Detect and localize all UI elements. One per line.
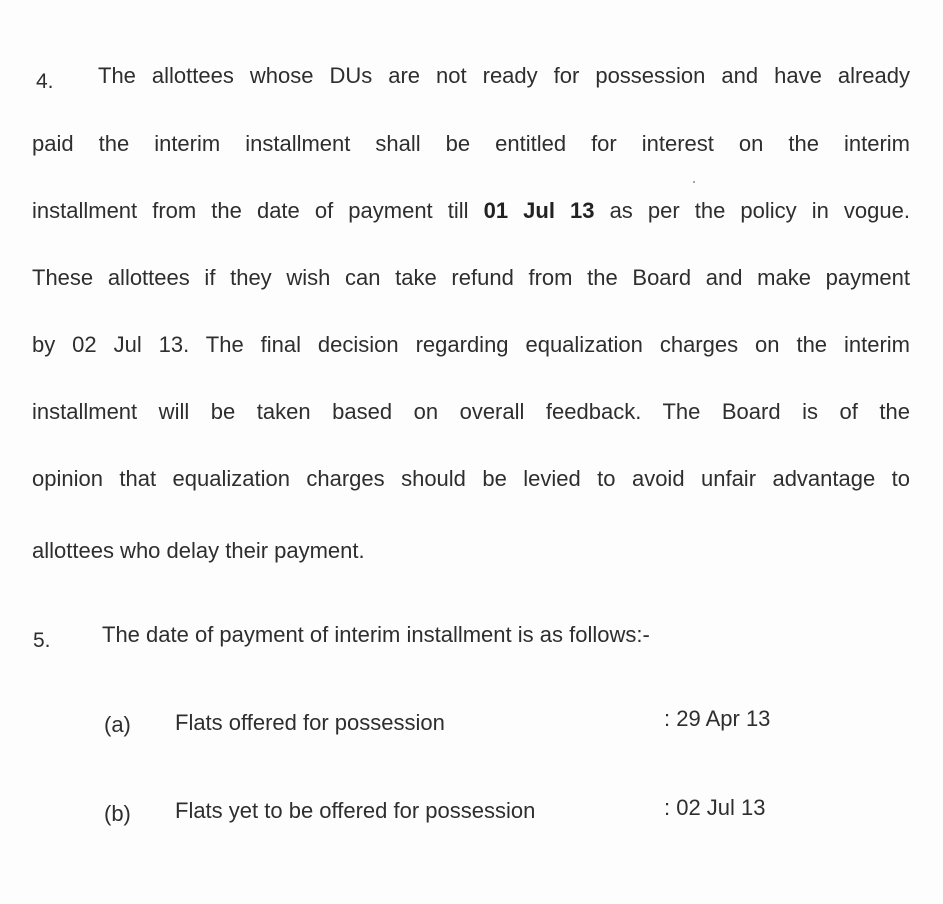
item-b-label: (b) [104,801,131,826]
item-a-date: : 29 Apr 13 [664,706,771,731]
para-4-line-7: opinion that equalization charges should be levied to avoid unfair advantage to [32,466,910,491]
item-a-text: Flats offered for possession [175,710,445,735]
para-4-line-5: by 02 Jul 13. The final decision regarding equalization charges on the interim [32,332,910,357]
para-4-line-2: paid the interim installment shall be entitled for interest on the interim [32,131,910,156]
scan-speck [693,181,695,183]
para-5-heading: The date of payment of interim installment is as follows:- [102,622,650,647]
para-4-bold-date: 01 Jul 13 [483,198,595,223]
para-5-number: 5. [33,629,51,652]
para-4-line-3-pre: installment from the date of payment till [32,198,469,223]
para-4-number: 4. [36,70,54,93]
para-4-line-1: The allottees whose DUs are not ready for possession and have already [98,63,910,88]
item-b-date: : 02 Jul 13 [664,795,766,820]
para-4-line-4: These allottees if they wish can take refund from the Board and make payment [32,265,910,290]
item-a-label: (a) [104,712,131,737]
para-4-line-3 [32,197,910,225]
para-4-line-6: installment will be taken based on overall feedback. The Board is of the [32,399,910,424]
para-4-line-3-post: as per the policy in vogue. [609,198,910,223]
item-b-text: Flats yet to be offered for possession [175,798,536,823]
para-4-line-8: allottees who delay their payment. [32,538,365,563]
